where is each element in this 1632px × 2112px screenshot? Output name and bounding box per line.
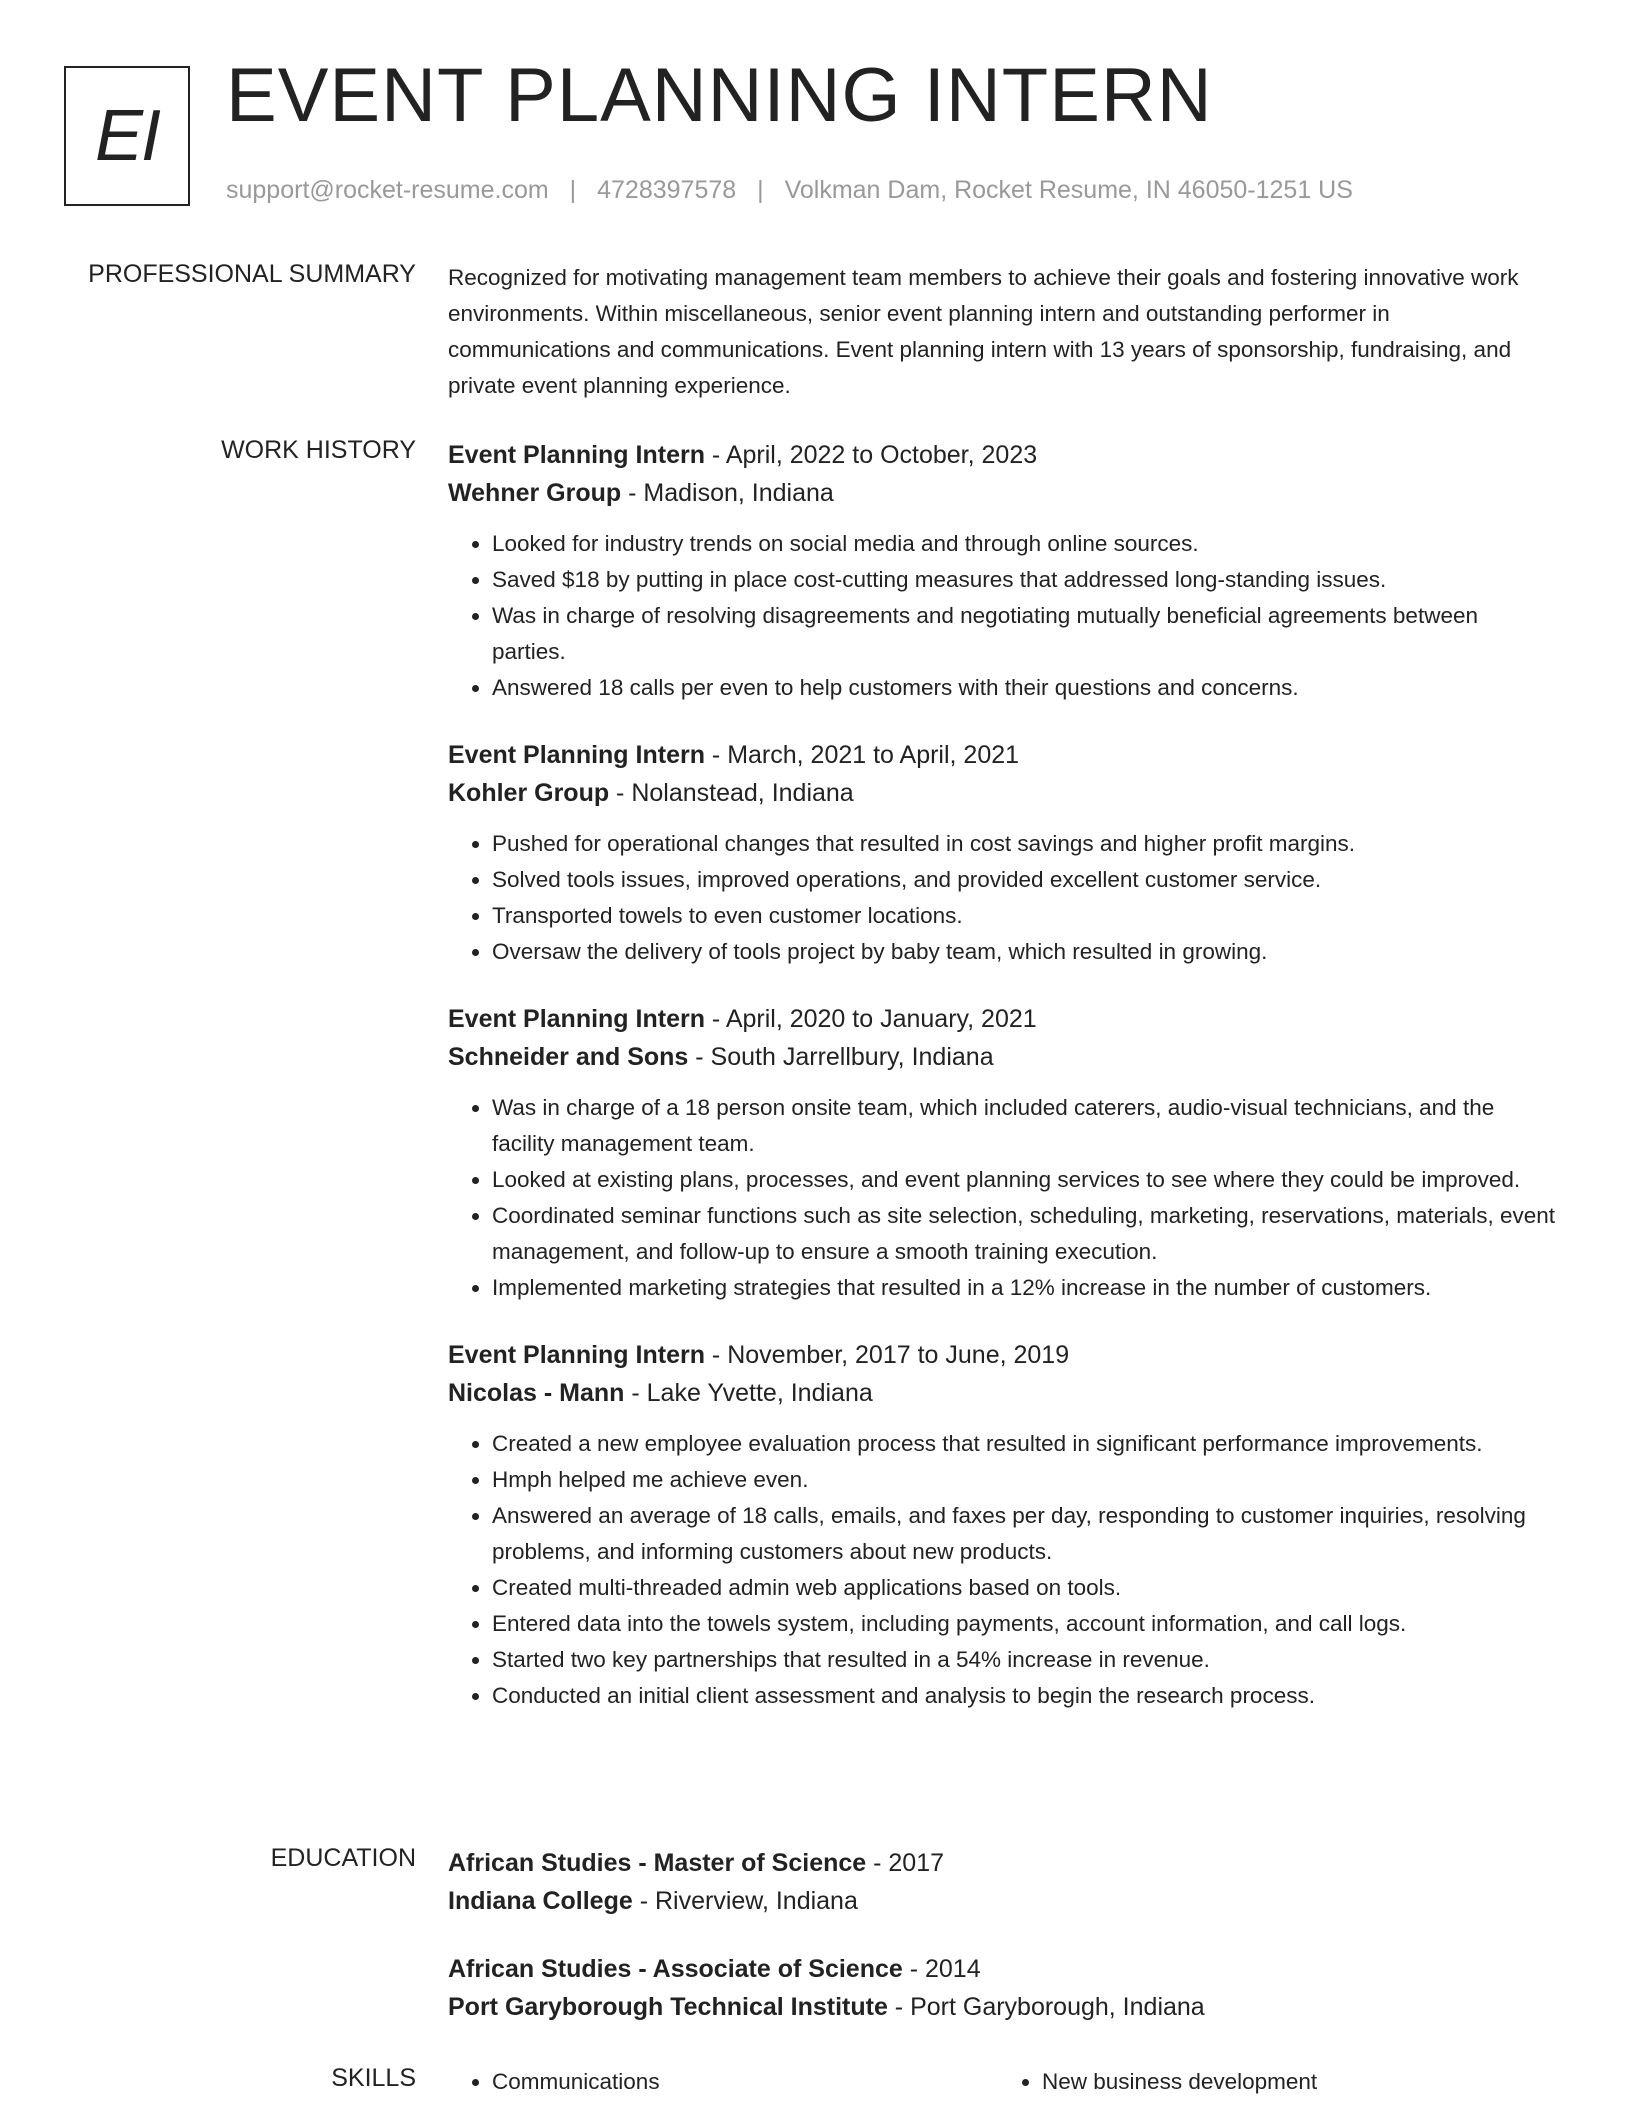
job-location: - Madison, Indiana — [621, 479, 834, 507]
job-location: - South Jarrellbury, Indiana — [688, 1043, 994, 1071]
education-degree: African Studies - Master of Science — [448, 1849, 867, 1877]
job-bullet: • Started two key partnerships that resulted in a 54% increase in revenue. — [492, 1642, 1558, 1678]
education-location: - Riverview, Indiana — [632, 1887, 858, 1915]
job-bullet: • Was in charge of resolving disagreements and negotiating mutually beneficial agreements between parties. — [492, 598, 1558, 670]
job-bullet: • Looked at existing plans, processes, and event planning services to see where they could be improved. — [492, 1162, 1558, 1198]
job-company: Kohler Group — [448, 779, 610, 807]
contact-phone: 4728397578 — [597, 176, 737, 204]
job-title-line — [448, 736, 1558, 774]
job-dates: - November, 2017 to June, 2019 — [704, 1341, 1070, 1369]
job-bullet: • Was in charge of a 18 person onsite team, which included caterers, audio-visual technicians, and the facility management team. — [492, 1090, 1558, 1162]
job-location: - Nolanstead, Indiana — [609, 779, 854, 807]
contact-email: support@rocket-resume.com — [226, 176, 549, 204]
job-title-line — [448, 1000, 1558, 1038]
job-company: Schneider and Sons — [448, 1043, 689, 1071]
job-bullet: • Created a new employee evaluation process that resulted in significant performance improvements. — [492, 1426, 1558, 1462]
job-bullet: • Coordinated seminar functions such as site selection, scheduling, marketing, reservations, materials, event management, and follow-up to ensure a smooth training execution. — [492, 1198, 1558, 1270]
job-company: Wehner Group — [448, 479, 622, 507]
education-year: - 2014 — [902, 1955, 981, 1983]
education-list — [448, 1844, 1558, 2056]
job-title-line — [448, 1336, 1558, 1374]
contact-separator: | — [757, 176, 764, 204]
job-bullet: • Oversaw the delivery of tools project by baby team, which resulted in growing. — [492, 934, 1558, 970]
skills-column-left — [448, 2064, 998, 2100]
job-bullet: • Pushed for operational changes that resulted in cost savings and higher profit margins. — [492, 826, 1558, 862]
section-label-summary: PROFESSIONAL SUMMARY — [88, 260, 416, 288]
job-bullets — [448, 826, 1558, 970]
job-dates: - April, 2022 to October, 2023 — [704, 441, 1038, 469]
job-bullet: • Looked for industry trends on social media and through online sources. — [492, 526, 1558, 562]
job-bullet: • Saved $18 by putting in place cost-cutting measures that addressed long-standing issues. — [492, 562, 1558, 598]
job-company-line — [448, 474, 1558, 512]
initials-badge — [64, 66, 190, 206]
skills-column-right — [998, 2064, 1548, 2100]
job-company-line — [448, 1374, 1558, 1412]
job-entry — [448, 436, 1558, 706]
education-school: Port Garyborough Technical Institute — [448, 1993, 888, 2021]
job-title-line — [448, 436, 1558, 474]
education-degree-line — [448, 1950, 1558, 1988]
job-bullet: • Solved tools issues, improved operations, and provided excellent customer service. — [492, 862, 1558, 898]
education-degree: African Studies - Associate of Science — [448, 1955, 903, 1983]
education-school: Indiana College — [448, 1887, 633, 1915]
job-bullet: • Hmph helped me achieve even. — [492, 1462, 1558, 1498]
contact-line — [226, 176, 1353, 205]
skill-item: • New business development — [1042, 2064, 1548, 2100]
job-bullet: • Conducted an initial client assessment and analysis to begin the research process. — [492, 1678, 1558, 1714]
summary-text: Recognized for motivating management team members to achieve their goals and fostering innovative work environments. Within miscellaneous, senior event planning intern and outstanding performer in communications and communications. Event planning intern with 13 years of sponsorship, fundraising, and private event planning experience. — [448, 265, 1519, 398]
job-bullets — [448, 1426, 1558, 1714]
education-school-line — [448, 1988, 1558, 2026]
education-location: - Port Garyborough, Indiana — [887, 1993, 1205, 2021]
job-entry — [448, 1000, 1558, 1306]
skill-item: • Communications — [492, 2064, 998, 2100]
initials-text: EI — [94, 96, 160, 176]
job-bullet: • Implemented marketing strategies that resulted in a 12% increase in the number of customers. — [492, 1270, 1558, 1306]
job-location: - Lake Yvette, Indiana — [624, 1379, 873, 1407]
work-history-list — [448, 436, 1558, 1744]
education-entry — [448, 1844, 1558, 1920]
section-label-skills: SKILLS — [331, 2064, 416, 2092]
resume-title: EVENT PLANNING INTERN — [226, 53, 1213, 138]
job-bullet: • Created multi-threaded admin web applications based on tools. — [492, 1570, 1558, 1606]
job-company-line — [448, 1038, 1558, 1076]
job-entry — [448, 1336, 1558, 1714]
education-school-line — [448, 1882, 1558, 1920]
job-title: Event Planning Intern — [448, 1341, 705, 1369]
section-label-work-history: WORK HISTORY — [221, 436, 416, 464]
section-label-education: EDUCATION — [270, 1844, 416, 1872]
job-bullet: • Transported towels to even customer locations. — [492, 898, 1558, 934]
education-degree-line — [448, 1844, 1558, 1882]
job-bullets — [448, 1090, 1558, 1306]
education-year: - 2017 — [866, 1849, 945, 1877]
job-bullet: • Answered 18 calls per even to help customers with their questions and concerns. — [492, 670, 1558, 706]
job-dates: - March, 2021 to April, 2021 — [704, 741, 1020, 769]
contact-separator: | — [569, 176, 577, 204]
job-title: Event Planning Intern — [448, 741, 705, 769]
job-bullet: • Entered data into the towels system, including payments, account information, and call logs. — [492, 1606, 1558, 1642]
job-entry — [448, 736, 1558, 970]
job-title: Event Planning Intern — [448, 1005, 705, 1033]
job-bullet: • Answered an average of 18 calls, emails, and faxes per day, responding to customer inquiries, resolving problems, and informing customers about new products. — [492, 1498, 1558, 1570]
job-company: Nicolas - Mann — [448, 1379, 625, 1407]
summary-body — [448, 260, 1558, 404]
skills-body — [448, 2064, 1558, 2100]
contact-address: Volkman Dam, Rocket Resume, IN 46050-1251 US — [784, 176, 1353, 204]
job-title: Event Planning Intern — [448, 441, 705, 469]
job-dates: - April, 2020 to January, 2021 — [704, 1005, 1037, 1033]
education-entry — [448, 1950, 1558, 2026]
job-bullets — [448, 526, 1558, 706]
job-company-line — [448, 774, 1558, 812]
